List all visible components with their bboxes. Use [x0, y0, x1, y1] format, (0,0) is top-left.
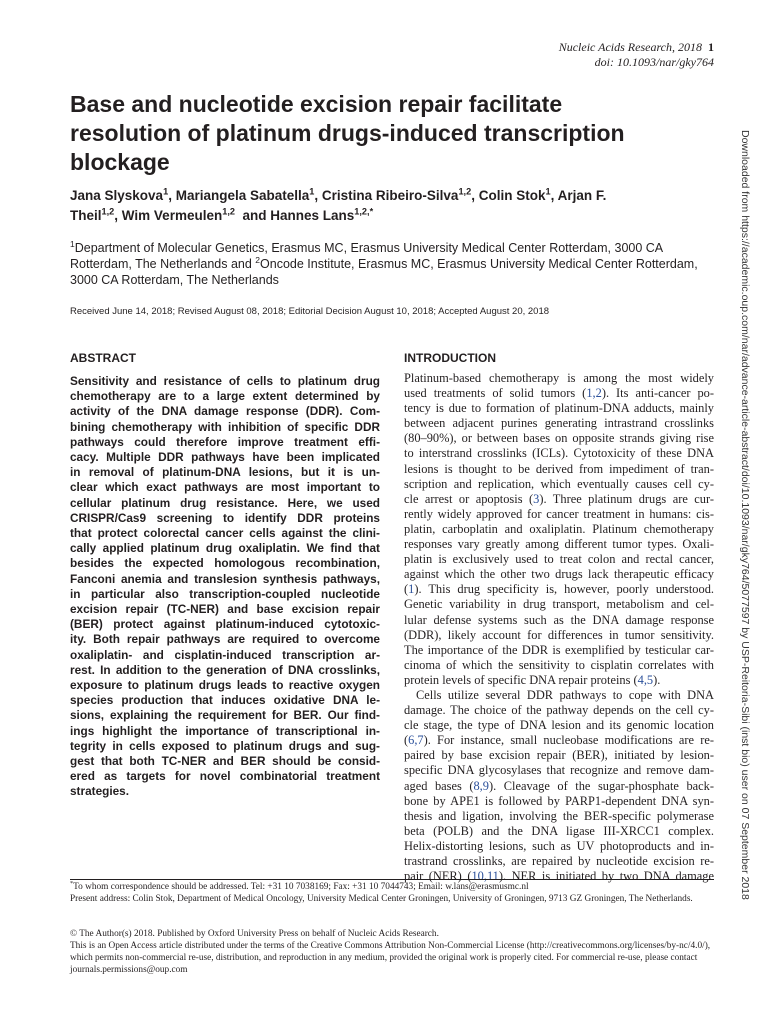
line-text: between adjacent purines generating intrastrand crosslinks — [404, 416, 714, 431]
line-text: aged bases ( — [404, 778, 474, 793]
introduction-line — [404, 794, 714, 809]
line-text: ). — [653, 672, 661, 687]
line-text: Platinum-based chemotherapy is among the most widely — [404, 371, 714, 385]
footnotes — [70, 881, 714, 905]
introduction-line — [404, 748, 714, 763]
line-text: cle arrest or apoptosis ( — [404, 491, 534, 506]
line-text: bone by APE1 is followed by PARP1-dependent DNA syn- — [404, 793, 714, 808]
copyright-line: © The Author(s) 2018. Published by Oxford University Press on behalf of Nucleic Acids Research. — [70, 929, 439, 939]
author-name: Jana Slyskova — [70, 188, 164, 203]
line-text: ). Cleavage of the sugar-phosphate back- — [488, 778, 714, 793]
line-text: thesis and ligation, involving the BER-specific polymerase — [404, 808, 714, 823]
license-text: This is an Open Access article distributed under the terms of the Creative Commons Attribution Non-Commercial License (http://creativecommons.org/licenses/by-nc/4.0/), which permits non-commercial re-use, distribution, and reproduction in any medium, provided the original work is properly cited. For commercial re-use, please contact journals.permissions@oup.com — [70, 941, 711, 975]
affiliation-marker: 1 — [70, 238, 75, 249]
title-line: resolution of platinum drugs-induced transcription — [70, 120, 625, 146]
title-line: Base and nucleotide excision repair facilitate — [70, 91, 563, 117]
introduction-line — [404, 839, 714, 854]
introduction-line — [404, 673, 714, 688]
abstract-line: oxaliplatin- and cisplatin-induced transcription ar- — [70, 647, 380, 662]
affiliations — [70, 240, 710, 288]
article-dates: Received June 14, 2018; Revised August 08, 2018; Editorial Decision August 10, 2018; Accepted August 20, 2018 — [70, 306, 550, 317]
introduction-line — [404, 824, 714, 839]
author-list — [70, 186, 670, 226]
introduction-line — [404, 492, 714, 507]
author-affiliation-marker: 1,2 — [458, 186, 472, 197]
author-affiliation-marker: 1,2 — [101, 206, 115, 217]
introduction-line — [404, 628, 714, 643]
line-text: responses vary greatly among different tumor types. Oxali- — [404, 537, 714, 552]
abstract-line: in particular also transcription-coupled nucleotide — [70, 586, 380, 601]
introduction-line — [404, 597, 714, 612]
line-text: pair (NER) ( — [404, 869, 472, 884]
abstract-line: pathways could therefore improve treatment effi- — [70, 434, 380, 449]
abstract-line: Fanconi anemia and translesion synthesis pathways, — [70, 571, 380, 586]
license-block — [70, 928, 714, 976]
abstract-line: strategies. — [70, 784, 130, 799]
author-separator: , — [168, 188, 176, 203]
author-affiliation-marker: 1 — [309, 186, 315, 197]
line-text: ). Three platinum drugs are cur- — [539, 491, 714, 506]
introduction-line — [404, 718, 714, 733]
abstract-body — [70, 374, 380, 800]
citation-link[interactable]: 3 — [533, 491, 540, 506]
introduction-line — [404, 371, 714, 386]
introduction-line — [404, 658, 714, 673]
title-line: blockage — [70, 149, 170, 175]
citation-link[interactable]: 8,9 — [473, 778, 489, 793]
author-name: Colin Stok — [478, 188, 546, 203]
abstract-line: ity. Both repair pathways are required to overcome — [70, 632, 380, 647]
abstract-line: cally applied platinum drug oxaliplatin. We find that — [70, 541, 380, 556]
line-text: beta (POLB) and the DNA ligase III-XRCC1 complex. — [404, 823, 714, 838]
correspondence-text: To whom correspondence should be addressed. Tel: +31 10 7038169; Fax: +31 10 7044743; Email: w.lans@erasmusmc.nl — [73, 882, 529, 892]
author-affiliation-marker: 1 — [545, 186, 551, 197]
introduction-heading: INTRODUCTION — [404, 351, 496, 365]
line-text: ). This drug specificity is, however, poorly understood. — [414, 582, 714, 597]
line-text: ). NER is initiated by two DNA damage — [498, 869, 714, 884]
citation-link[interactable]: 1 — [408, 582, 415, 597]
abstract-line: excision repair (TC-NER) and base excision repair — [70, 602, 380, 617]
abstract-line: CRISPR/Cas9 screening to identify DDR proteins — [70, 510, 380, 525]
line-text: lular defense systems such as the DNA damage response — [404, 612, 714, 627]
line-text: protein levels of specific DNA repair proteins ( — [404, 672, 638, 687]
line-text: Cells utilize several DDR pathways to cope with DNA — [416, 687, 714, 702]
abstract-line: in removal of platinum-DNA lesions, but it is un- — [70, 465, 380, 480]
introduction-line — [404, 416, 714, 431]
affiliation-text: Department of Molecular Genetics, Erasmus MC, Erasmus University Medical Center Rotterdam, 3000 CA Rotterdam, The Netherlands and — [70, 241, 663, 271]
introduction-line — [404, 582, 714, 597]
line-text: cle stage, the type of DNA lesion and its genomic location — [404, 718, 714, 733]
journal-name: Nucleic Acids Research, 2018 — [558, 40, 702, 54]
line-text: lesions is thought to be derived from impediment of tran- — [404, 461, 714, 476]
abstract-line: cacy. Multiple DDR pathways have been implicated — [70, 450, 380, 465]
line-text: The importance of the DDR is exemplified by testicular car- — [404, 642, 714, 657]
running-head — [559, 40, 714, 70]
line-text: tency is due to formation of platinum-DNA adducts, mainly — [404, 401, 714, 416]
footnote-rule — [70, 879, 714, 880]
introduction-line — [404, 477, 714, 492]
abstract-line: species production that induces oxidative DNA le- — [70, 693, 380, 708]
introduction-line — [404, 809, 714, 824]
abstract-line: exposure to platinum drugs leads to reactive oxygen — [70, 678, 380, 693]
author-affiliation-marker: 1,2,* — [354, 206, 374, 217]
author-separator: , — [471, 188, 479, 203]
author-name: Hannes Lans — [270, 208, 355, 223]
line-text: cinoma of which the sensitivity to cisplatin correlates with — [404, 657, 714, 672]
doi: doi: 10.1093/nar/gky764 — [594, 55, 714, 69]
correspondence-note — [70, 881, 714, 893]
introduction-line — [404, 386, 714, 401]
line-text: ( — [404, 582, 409, 597]
author-name: Mariangela Sabatella — [175, 188, 310, 203]
citation-link[interactable]: 6,7 — [408, 733, 424, 748]
author-affiliation-marker: 1 — [163, 186, 169, 197]
introduction-line — [404, 522, 714, 537]
affiliation-marker: 2 — [255, 254, 261, 265]
line-text: Genetic variability in drug transport, metabolism and cel- — [404, 597, 714, 612]
abstract-line: clear which exact pathways are most important to — [70, 480, 380, 495]
download-watermark: Downloaded from https://academic.oup.com/nar/advance-article-abstract/doi/10.1093/nar/gky764/5077597 by USP-Reitoria-Sibi (inst bio) user on 07 September 2018 — [739, 130, 751, 900]
abstract-line: rest. In addition to the generation of DNA crosslinks, — [70, 662, 380, 677]
introduction-line — [404, 703, 714, 718]
abstract-line: besides the expected homologous recombination, — [70, 556, 380, 571]
line-text: ). For instance, small nucleobase modifications are re- — [423, 733, 714, 748]
line-text: (DDR), likely account for differences in tumor sensitivity. — [404, 627, 714, 642]
introduction-line — [404, 688, 714, 703]
abstract-line: ings highlight the importance of transcriptional in- — [70, 723, 380, 738]
abstract-heading: ABSTRACT — [70, 351, 136, 365]
introduction-line — [404, 613, 714, 628]
abstract-line: gest that both TC-NER and BER should be consid- — [70, 754, 380, 769]
citation-link[interactable]: 1,2 — [586, 386, 602, 401]
line-text: to interstrand crosslinks (ICLs). Cytotoxicity of these DNA — [404, 446, 714, 461]
abstract-line: activity of the DNA damage response (DDR). Com- — [70, 404, 380, 419]
abstract-line: sions, explaining the requirement for BER. Our find- — [70, 708, 380, 723]
line-text: platin is exclusively used to treat colon and rectal cancer, — [404, 552, 714, 567]
line-text: ( — [404, 733, 409, 748]
citation-link[interactable]: 4,5 — [637, 672, 654, 687]
page-number: 1 — [708, 40, 714, 54]
line-text: rently widely approved for cancer treatment in humans: cis- — [404, 506, 714, 521]
introduction-line — [404, 643, 714, 658]
author-name: Wim Vermeulen — [121, 208, 223, 223]
line-text: ). Its anti-cancer po- — [601, 386, 715, 401]
introduction-line — [404, 462, 714, 477]
abstract-line: (BER) protect against platinum-induced cytotoxic- — [70, 617, 380, 632]
introduction-line — [404, 431, 714, 446]
introduction-line — [404, 854, 714, 869]
footnote-star: * — [70, 879, 74, 887]
abstract-line: chemotherapy are to a large extent determined by — [70, 389, 380, 404]
introduction-line — [404, 552, 714, 567]
author-separator: , — [550, 188, 558, 203]
abstract-line: Sensitivity and resistance of cells to platinum drug — [70, 374, 380, 388]
introduction-line — [404, 567, 714, 582]
line-text: (80–90%), or between bases on opposite strands giving rise — [404, 431, 714, 446]
author-name: Arjan F. Theil — [70, 188, 607, 223]
line-text: Helix-distorting lesions, such as UV photoproducts and in- — [404, 838, 714, 853]
abstract-line: bining chemotherapy with inhibition of specific DDR — [70, 419, 380, 434]
abstract-line: ered as targets for novel combinatorial treatment — [70, 769, 380, 784]
line-text: specific DNA glycosylases that recognize and remove dam- — [404, 763, 714, 778]
line-text: against which the other two drugs lack therapeutic efficacy — [404, 567, 714, 582]
author-separator: , — [114, 208, 122, 223]
introduction-line — [404, 763, 714, 778]
line-text: scription and replication, which eventually causes cell cy- — [404, 476, 714, 491]
affiliation-text: Oncode Institute, Erasmus MC, Erasmus University Medical Center Rotterdam, 3000 CA Rotterdam, The Netherlands — [70, 257, 698, 287]
citation-link[interactable]: 10,11 — [471, 869, 499, 884]
article-title — [70, 90, 690, 177]
introduction-line — [404, 401, 714, 416]
introduction-body — [404, 371, 714, 884]
introduction-line — [404, 733, 714, 748]
author-affiliation-marker: 1,2 — [222, 206, 235, 217]
line-text: platin, carboplatin and oxaliplatin. Platinum chemotherapy — [404, 521, 714, 536]
introduction-line — [404, 779, 714, 794]
present-address-note: Present address: Colin Stok, Department of Medical Oncology, University Medical Center Groningen, University of Groningen, 9713 GZ Groningen, The Netherlands. — [70, 894, 693, 904]
author-separator: and — [234, 208, 271, 223]
line-text: damage. The choice of the pathway depends on the cell cy- — [404, 703, 714, 718]
introduction-line — [404, 446, 714, 461]
introduction-line — [404, 537, 714, 552]
line-text: used treatments of solid tumors ( — [404, 386, 587, 401]
author-separator: , — [314, 188, 322, 203]
introduction-line — [404, 507, 714, 522]
abstract-line: that protect colorectal cancer cells against the clini- — [70, 526, 380, 541]
abstract-line: tegrity in cells exposed to platinum drugs and sug- — [70, 738, 380, 753]
line-text: paired by base excision repair (BER), initiated by lesion- — [404, 748, 714, 763]
line-text: trastrand crosslinks, are repaired by nucleotide excision re- — [404, 854, 714, 868]
abstract-line: cellular platinum drug resistance. Here, we used — [70, 495, 380, 510]
author-name: Cristina Ribeiro-Silva — [321, 188, 459, 203]
